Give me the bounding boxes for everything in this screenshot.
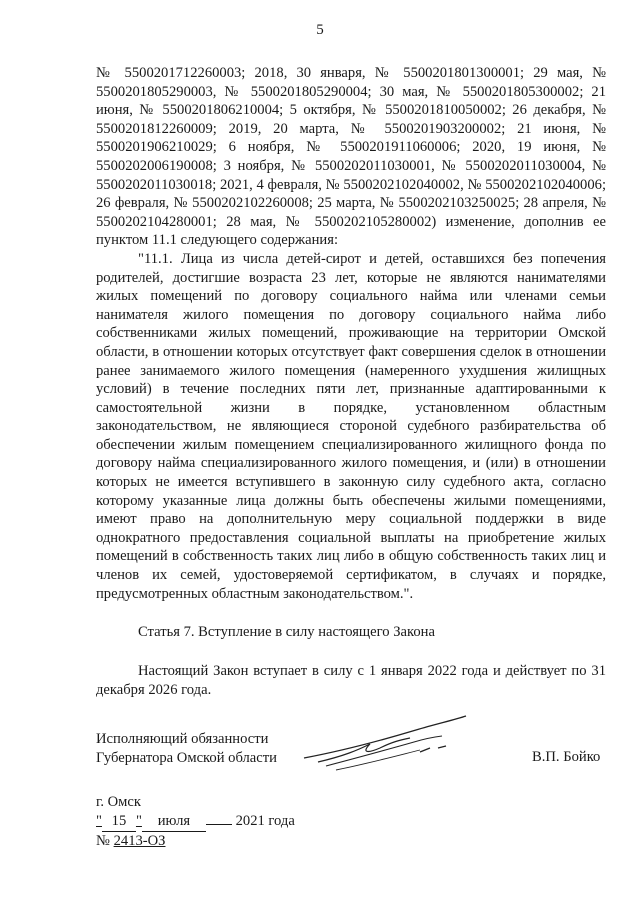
date-month: июля — [142, 812, 206, 832]
handwritten-signature — [296, 712, 476, 776]
signer-title-line-1: Исполняющий обязанности — [96, 731, 269, 747]
signer-title-line-2: Губернатора Омской области — [96, 749, 277, 766]
article-7-heading: Статья 7. Вступление в силу настоящего Закона — [138, 624, 435, 640]
inserted-clause-11-1: "11.1. Лица из числа детей-сирот и детей, оставшихся без попечения родителей, достигшие возраста 23 лет, которые не являются нанимателями жилых помещений по договору социального найма или членами семьи нанимателя жилого помещения по договору социального найма либо собственниками жилых помещений, проживающие на территории Омской области, в отношении которых отсутствует факт совершения сделок в отношении ранее занимаемого жилого помещения (намеренного ухудшения жилищных условий) в течение последних пяти лет, признанные адаптированными к самостоятельной жизни в порядке, установленном областным законодательством, не являющиеся стороной судебного разбирательства об обеспечении жилым помещением специализированного жилищного фонда по договору найма специализированного жилого помещения, и (или) в отношении которых не имеется вступившего в законную силу судебного акта, согласно которому указанные лица должны быть обеспечены жилыми помещениями, имеют право на дополнительную меру социальной поддержки в виде однократного предоставления социальной выплаты на приобретение жилых помещений в собственность таких лиц либо в общую собственность таких лиц и членов их семей, удостоверяемой сертификатом, в случаях и порядке, предусмотренных областным законодательством.". — [96, 250, 606, 602]
amendment-body — [96, 64, 606, 603]
article-7-text: Настоящий Закон вступает в силу с 1 января 2022 года и действует по 31 декабря 2026 года. — [96, 663, 606, 698]
signing-date — [96, 812, 295, 832]
law-number — [96, 832, 295, 851]
signing-details — [96, 793, 295, 850]
law-number-prefix: № — [96, 832, 110, 849]
law-number-value: 2413-ОЗ — [113, 832, 166, 849]
date-close-quote: " — [135, 812, 142, 829]
signer-name: В.П. Бойко — [532, 749, 601, 765]
signing-city: г. Омск — [96, 794, 141, 810]
signer-title — [96, 730, 277, 767]
date-year: 2021 года — [235, 812, 295, 829]
page-number: 5 — [316, 22, 324, 38]
date-open-quote: " — [96, 812, 102, 829]
paragraph-continuation: № 5500201712260003; 2018, 30 января, № 5500201801300001; 29 мая, № 5500201805290003, № 5500201805290004; 30 мая, № 5500201805300002; 21 июня, № 5500201806210004; 5 октября, № 5500201810050002; 26 декабря, № 5500201812260009; 2019, 20 марта, № 5500201903200002; 21 июня, № 5500201906210029; 6 ноября, № 5500201911060006; 2020, 19 июня, № 5500202006190008; 3 ноября, № 5500202011030001, № 5500202011030004, № 5500202011030018; 2021, 4 февраля, № 5500202102040002, № 5500202102040006; 26 февраля, № 5500202102260008; 25 марта, № 5500202103250025; 28 апреля, № 5500202104280001; 28 мая, № 5500202105280002) изменение, дополнив ее пунктом 11.1 следующего содержания: — [96, 65, 606, 249]
date-day: 15 — [102, 812, 136, 832]
